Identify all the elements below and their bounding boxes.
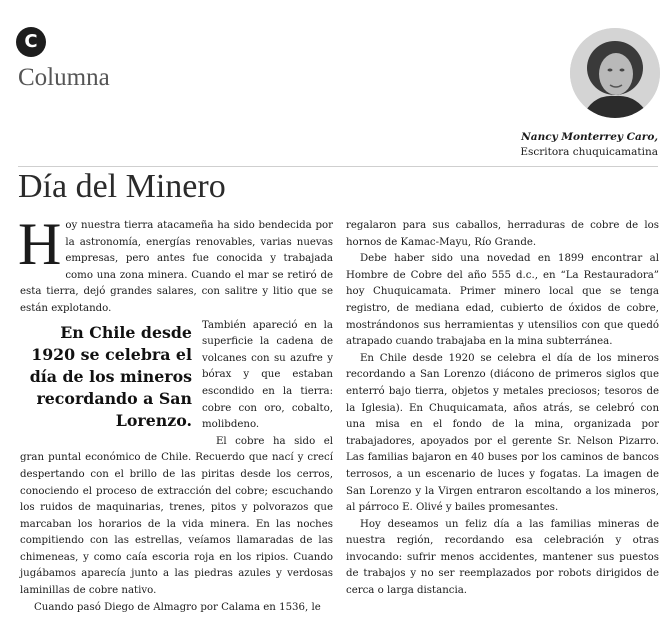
- article-column-2: [346, 218, 659, 600]
- article-column-1: [18, 211, 333, 616]
- divider: [18, 166, 658, 167]
- paragraph: El cobre ha sido el gran puntal económico de Chile. Recuerdo que nací y crecí despertando con el brillo de las piritas desde los cerros, conociendo el proceso de extracción del cobre; escuchando los ruidos de maquinarias, trenes, pitos y polvorazos que marcaban los horarios de la vida minera. En las noches compitiendo con las estrellas, veíamos llamaradas de las chimeneas, y como caía escoria roja en los ripios. Cuando jugábamos aparecía junto a las piedras azules y verdosas laminillas de cobre nativo.: [20, 435, 333, 597]
- portrait-graphic: [570, 28, 660, 118]
- pull-quote: En Chile desde 1920 se celebra el día de los mineros recordando a San Lorenzo.: [29, 322, 192, 430]
- author-name: Nancy Monterrey Caro,: [521, 131, 658, 143]
- paragraph: regalaron para sus caballos, herraduras de cobre de los hornos de Kamac-Mayu, Río Grande.: [346, 220, 659, 248]
- author-portrait-icon: [570, 28, 660, 118]
- paragraph: Cuando pasó Diego de Almagro por Calama en 1536, le: [34, 601, 321, 613]
- drop-cap: H: [18, 211, 62, 277]
- paragraph: En Chile desde 1920 se celebra el día de los mineros recordando a San Lorenzo (diácono de primeros siglos que enterró bajo tierra, objetos y metales preciosos; tesoros de la Iglesia). En Chuquicamata, años atrás, se celebró con una misa en el fondo de la mina, organizada por trabajadores, apoyados por el gerente Sr. Nelson Pizarro. Las familias bajaron en 40 buses por los caminos de bancos terrosos, a un escenario de luces y fogatas. La imagen de San Lorenzo y la Virgen entraron escoltando a los mineros, al párroco E. Olivé y bailes promesantes.: [346, 352, 659, 514]
- paragraph: También apareció en la superficie la cadena de volcanes con su azufre y bórax y que estaban escondido en la tierra: cobre con oro, cobalto, molibdeno.: [202, 319, 333, 431]
- paragraph: [18, 211, 333, 318]
- paragraph: Hoy deseamos un feliz día a las familias mineras de nuestra región, recordando esa celebración y otras invocando: sufrir menos accidentes, mantener sus puestos de trabajos y no ser reemplazados por robots dirigidos de cerca o larga distancia.: [346, 518, 659, 597]
- section-badge: C: [16, 27, 46, 57]
- author-role: Escritora chuquicamatina: [520, 146, 658, 158]
- paragraph: Debe haber sido una novedad en 1899 encontrar al Hombre de Cobre del año 555 d.c., en “La Restauradora” hoy Chuquicamata. Primer minero local que se tenga registro, de mediana edad, cubierto de óxidos de cobre, mostrándonos sus herramientas y utensilios con que quedó atrapado cuando trabajaba en la mina subterránea.: [346, 253, 659, 348]
- intro-text: oy nuestra tierra atacameña ha sido bendecida por la astronomía, energías renovables, varias nuevas empresas, pero antes fue conocida y trabajada como una zona minera. Cuando el mar se retiró de esta tierra, dejó grandes salares, con salitre y litio que se están explotando.: [20, 220, 333, 314]
- section-label: Columna: [18, 64, 110, 91]
- article-title: Día del Minero: [18, 168, 226, 205]
- author-byline: [520, 130, 658, 160]
